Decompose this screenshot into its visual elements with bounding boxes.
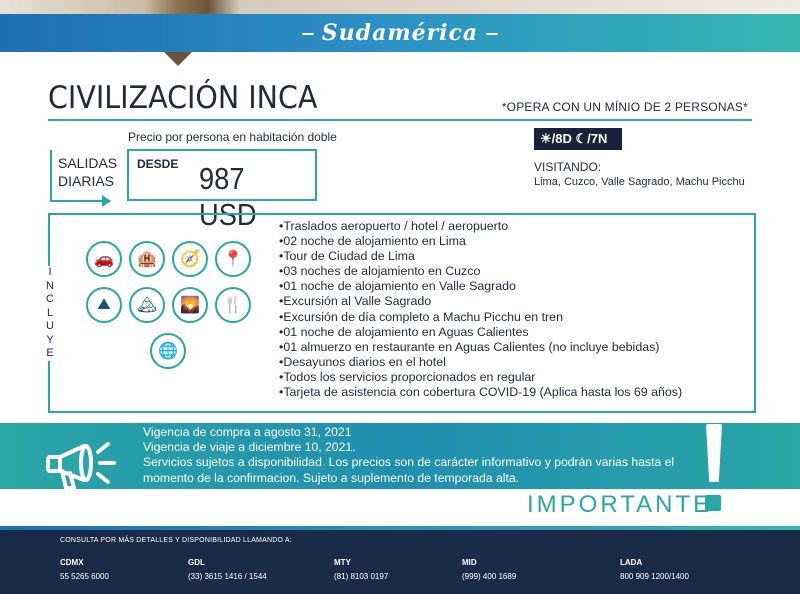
- important-line: momento de la confirmacion. Sujeto a suplemento de temporada alta.: [143, 470, 519, 485]
- list-item: •Tarjeta de asistencia con cobertura COVID-19 (Aplica hasta los 69 años): [279, 385, 683, 400]
- important-text: [143, 425, 703, 486]
- valley-icon: ⛰: [86, 287, 122, 323]
- field-icon: 🌄: [172, 287, 208, 323]
- list-item: •01 noche de alojamiento en Aguas Calientes: [279, 324, 529, 339]
- includes-letter: C: [46, 293, 54, 305]
- footer-heading: CONSULTA POR MÁS DETALLES Y DISPONIBILIDAD LLAMANDO A:: [60, 537, 292, 544]
- departures-line-left: [50, 150, 52, 202]
- includes-label: [44, 266, 56, 361]
- mountain-icon: 🏔: [129, 287, 165, 323]
- meal-icon: 🍴: [215, 287, 251, 323]
- includes-list: [279, 219, 682, 400]
- contact-lada: [620, 556, 689, 584]
- includes-letter: Y: [46, 333, 54, 346]
- dash-right: [486, 33, 498, 35]
- moon-icon: ☾: [575, 131, 588, 146]
- list-item: •02 noche de alojamiento en Lima: [279, 234, 466, 249]
- city-tour-icon: 🧭: [172, 241, 208, 277]
- list-item: •01 noche de alojamiento en Valle Sagrado: [279, 279, 516, 294]
- region-title-text: Sudamérica: [321, 20, 479, 46]
- departures-box: [50, 150, 118, 202]
- tour-title: CIVILIZACIÓN INCA: [48, 80, 318, 116]
- list-item: •01 almuerzo en restaurante en Aguas Calientes (no incluye bebidas): [279, 339, 660, 354]
- list-item: •Todos los servicios proporcionados en regular: [279, 369, 536, 384]
- contact-city: MTY: [334, 558, 351, 567]
- dash-left: [302, 33, 314, 35]
- important-heading: IMPORTANTE: [527, 491, 713, 518]
- contact-phone[interactable]: (81) 8103 0197: [334, 572, 389, 581]
- megaphone-icon: [40, 428, 130, 498]
- includes-letter: I: [48, 266, 52, 278]
- contact-mty: [334, 556, 388, 584]
- contact-phone[interactable]: (999) 400 1689: [462, 572, 517, 581]
- hotel-icon: 🏨: [129, 241, 165, 277]
- contact-city: MID: [462, 558, 477, 567]
- important-line: Servicios sujetos a disponibilidad. Los precios son de carácter informativo y podrán varias hasta el: [143, 455, 675, 470]
- departures-line-bottom: [50, 200, 106, 202]
- departures-text: [58, 154, 117, 190]
- transfer-icon: 🚗: [86, 241, 122, 277]
- list-item: •Excursión al Valle Sagrado: [279, 294, 432, 309]
- banner-notch: [164, 52, 192, 66]
- list-item: •Tour de Ciudad de Lima: [279, 249, 415, 264]
- includes-letter: E: [46, 347, 54, 359]
- contact-mid: [462, 556, 516, 584]
- list-item: •Traslados aeropuerto / hotel / aeropuerto: [279, 219, 509, 233]
- contact-phone[interactable]: (33) 3615 1416 / 1544: [188, 572, 267, 581]
- contact-phone[interactable]: 55 5265 6000: [60, 572, 109, 581]
- contact-cdmx: [60, 556, 109, 584]
- price-value: 987 USD: [199, 161, 257, 232]
- includes-letter: U: [46, 320, 54, 332]
- days-count: /8D: [551, 131, 572, 146]
- nights-count: /7N: [587, 131, 608, 146]
- contact-city: GDL: [188, 558, 205, 567]
- visiting-cities: Lima, Cuzco, Valle Sagrado, Machu Picchu: [534, 176, 745, 188]
- important-line: Vigencia de compra a agosto 31, 2021: [143, 425, 352, 439]
- sun-icon: ☀: [540, 131, 552, 146]
- arrow-right-icon: [102, 195, 111, 207]
- duration-badge: [534, 128, 622, 150]
- price-from-label: DESDE: [137, 157, 179, 171]
- contact-phone[interactable]: 800 909 1200/1400: [620, 572, 689, 581]
- price-label: Precio por persona en habitación doble: [128, 130, 337, 144]
- title-divider: [48, 119, 752, 121]
- list-item: •Desayunos diarios en el hotel: [279, 354, 446, 369]
- price-box: [127, 149, 317, 232]
- location-icon: 📍: [215, 241, 251, 277]
- includes-letter: N: [46, 279, 54, 292]
- departures-line1: SALIDAS: [58, 155, 118, 171]
- list-item: •Excursión de día completo a Machu Picchu en tren: [279, 309, 563, 324]
- list-item: •03 noches de alojamiento en Cuzco: [279, 264, 481, 279]
- contact-city: LADA: [620, 558, 643, 567]
- contact-gdl: [188, 556, 267, 584]
- departures-line2: DIARIAS: [58, 173, 115, 189]
- region-title: [0, 14, 800, 52]
- includes-letter: L: [46, 306, 54, 319]
- minimum-note: *OPERA CON UN MÍNIO DE 2 PERSONAS*: [501, 100, 748, 114]
- visiting-label: VISITANDO:: [534, 160, 602, 174]
- contact-city: CDMX: [60, 558, 84, 567]
- important-line: Vigencia de viaje a diciembre 10, 2021.: [143, 440, 356, 455]
- assistance-icon: 🌐: [150, 333, 186, 369]
